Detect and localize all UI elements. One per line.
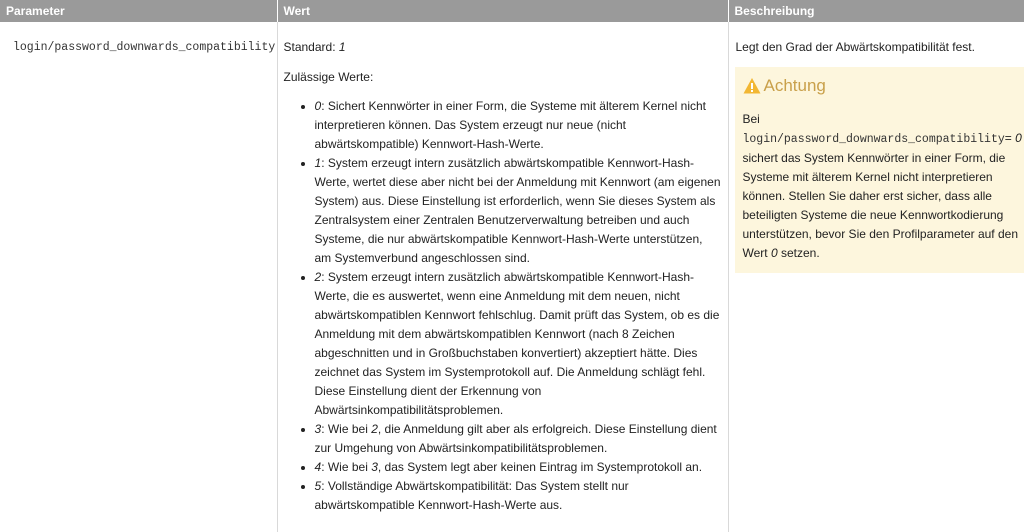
option-text: : Wie bei xyxy=(321,460,371,474)
list-item xyxy=(315,97,722,154)
value-cell xyxy=(277,22,728,532)
option-key: 5 xyxy=(315,479,322,493)
list-item xyxy=(315,154,722,268)
parameter-cell xyxy=(0,22,277,532)
warning-end-text: setzen. xyxy=(778,246,820,260)
option-key: 0 xyxy=(315,99,322,113)
warning-body xyxy=(743,110,1023,263)
warning-equals: = xyxy=(1005,131,1012,145)
header-parameter: Parameter xyxy=(0,0,277,22)
option-text: : Vollständige Abwärtskompatibilität: Das System stellt nur abwärtskompatible Kennwort-Hash-Werte aus. xyxy=(315,479,629,512)
option-text: , die Anmeldung gilt aber als erfolgreich. Diese Einstellung dient zur Umgehung von Abwärtsinkompatibilitätsproblemen. xyxy=(315,422,717,455)
option-text: : System erzeugt intern zusätzlich abwärtskompatible Kennwort-Hash-Werte, die es auswertet, wenn eine Anmeldung mit dem neuen, nicht abwärtskompatiblen Kennwort fehlschlug. Damit prüft das System, ob es die Anmeldung mit dem abwärtskompatiblen Kennwort (nach 8 Zeichen abgeschnitten und in Großbuchstaben konvertiert) akzeptiert hätte. Dies zeichnet das System im Systemprotokoll auf. Die Anmeldung schlägt fehl. Diese Einstellung dient der Erkennung von Abwärtsinkompatibilitätsproblemen. xyxy=(315,270,720,417)
option-key: 4 xyxy=(315,460,322,474)
list-item xyxy=(315,477,722,515)
warning-text: sichert das System Kennwörter in einer Form, die Systeme mit älterem Kernel nicht interpretieren können. Stellen Sie daher erst sicher, dass alle beteiligten Systeme die neue Kennwortkodierung unterstützen, bevor Sie den Profilparameter auf den Wert xyxy=(743,151,1019,260)
description-cell xyxy=(728,22,1024,532)
allowed-values-list xyxy=(284,97,722,515)
default-label: Standard: xyxy=(284,40,339,54)
table-row xyxy=(0,22,1024,532)
header-description: Beschreibung xyxy=(728,0,1024,22)
header-value: Wert xyxy=(277,0,728,22)
warning-value: 0 xyxy=(1015,131,1022,145)
option-key: 3 xyxy=(315,422,322,436)
warning-param: login/password_downwards_compatibility xyxy=(743,133,1005,146)
list-item xyxy=(315,458,722,477)
allowed-values-label: Zulässige Werte: xyxy=(284,68,722,87)
description-text: Legt den Grad der Abwärtskompatibilität fest. xyxy=(736,38,1019,57)
option-key: 2 xyxy=(315,270,322,284)
default-number: 1 xyxy=(339,40,346,54)
list-item xyxy=(315,268,722,420)
warning-intro: Bei xyxy=(743,110,1023,129)
default-value xyxy=(284,38,722,57)
option-key: 1 xyxy=(315,156,322,170)
table-header-row xyxy=(0,0,1024,22)
option-text: : System erzeugt intern zusätzlich abwärtskompatible Kennwort-Hash-Werte, wertet diese aber nicht bei der Anmeldung mit Kennwort (am eigenen System) aus. Diese Einstellung ist erforderlich, wenn Sie dieses System als Zentralsystem einer Zentralen Benutzerverwaltung betreiben und auch Systeme, die nur abwärtskompatible Kennwort-Hash-Werte unterstützen, am Systemverbund angeschlossen sind. xyxy=(315,156,721,265)
warning-title: Achtung xyxy=(764,76,826,96)
list-item xyxy=(315,420,722,458)
warning-box xyxy=(735,67,1024,273)
parameter-name: login/password_downwards_compatibility xyxy=(6,38,271,57)
option-text: , das System legt aber keinen Eintrag im Systemprotokoll an. xyxy=(378,460,702,474)
option-ref: 3 xyxy=(371,460,378,474)
option-ref: 2 xyxy=(371,422,378,436)
option-text: : Wie bei xyxy=(321,422,371,436)
warning-header xyxy=(743,73,1023,99)
warning-icon xyxy=(743,77,761,95)
option-text: : Sichert Kennwörter in einer Form, die Systeme mit älterem Kernel nicht interpretieren können. Das System erzeugt nur neue (nicht abwärtskompatible) Kennwort-Hash-Werte. xyxy=(315,99,707,151)
warning-end-value: 0 xyxy=(771,246,778,260)
